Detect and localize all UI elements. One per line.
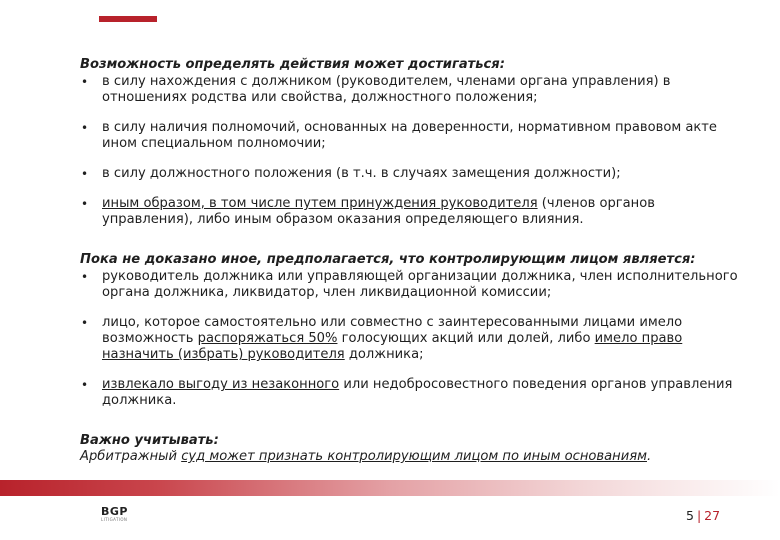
bullet-icon: • xyxy=(81,270,89,284)
top-accent-bar xyxy=(99,16,157,22)
underlined-text: имело право назначить (избрать) руководителя xyxy=(102,331,683,362)
bullet-icon: • xyxy=(81,316,89,330)
underlined-text: распоряжаться 50% xyxy=(197,331,338,346)
list-item xyxy=(80,269,745,301)
list-item-text: лицо, которое самостоятельно или совместно с заинтересованными лицами имело возможность xyxy=(102,315,683,346)
bgp-logo xyxy=(101,506,141,522)
note-text xyxy=(80,449,745,465)
list-item-text: руководитель должника или управляющей организации должника, член исполнительного органа должника, ликвидатор, член ликвидационной комиссии; xyxy=(102,269,738,300)
list-item-text: (членов органов управления), либо иным образом оказания определяющего влияния. xyxy=(102,196,655,227)
list-item xyxy=(80,120,745,152)
logo-subtitle: LITIGATION xyxy=(101,517,128,522)
list-item-text: в силу нахождения с должником (руководителем, членами органа управления) в отношениях родства или свойства, должностного положения; xyxy=(102,74,671,105)
list-item-text: в силу наличия полномочий, основанных на доверенности, нормативном правовом акте ином специальном полномочии; xyxy=(102,120,717,151)
section-heading: Важно учитывать: xyxy=(80,433,219,448)
list-item xyxy=(80,315,745,363)
note-text-start: Арбитражный xyxy=(80,449,182,464)
section-heading: Пока не доказано иное, предполагается, что контролирующим лицом является: xyxy=(80,252,696,267)
underlined-text: иным образом, в том числе путем принуждения руководителя xyxy=(102,196,538,211)
list-item-text: в силу должностного положения (в т.ч. в случаях замещения должности); xyxy=(102,166,621,181)
page-total: 27 xyxy=(704,508,721,523)
bullet-icon: • xyxy=(81,197,89,211)
bullet-icon: • xyxy=(81,75,89,89)
bullet-list xyxy=(80,74,745,228)
footer-gradient-band xyxy=(0,480,780,496)
bullet-icon: • xyxy=(81,167,89,181)
section-heading: Возможность определять действия может достигаться: xyxy=(80,57,505,72)
slide-content xyxy=(80,57,745,465)
section-control-means xyxy=(80,57,745,228)
bullet-icon: • xyxy=(81,378,89,392)
logo-mark: BGP xyxy=(101,505,128,518)
bullet-icon: • xyxy=(81,121,89,135)
list-item-text: или недобросовестного поведения органов управления должника. xyxy=(102,377,733,408)
list-item xyxy=(80,166,745,182)
list-item xyxy=(80,74,745,106)
list-item-text: должника; xyxy=(344,347,424,362)
page-number xyxy=(686,508,720,523)
underlined-text: извлекало выгоду из незаконного xyxy=(102,377,340,392)
bullet-list xyxy=(80,269,745,409)
page-separator: | xyxy=(696,508,702,523)
list-item xyxy=(80,196,745,228)
underlined-text: суд может признать контролирующим лицом по иным основаниям xyxy=(181,449,647,464)
section-important-note xyxy=(80,433,745,465)
list-item-text: голосующих акций или долей, либо xyxy=(337,331,595,346)
list-item xyxy=(80,377,745,409)
section-presumption xyxy=(80,252,745,409)
note-text-end: . xyxy=(646,449,652,464)
page-current: 5 xyxy=(686,508,694,523)
